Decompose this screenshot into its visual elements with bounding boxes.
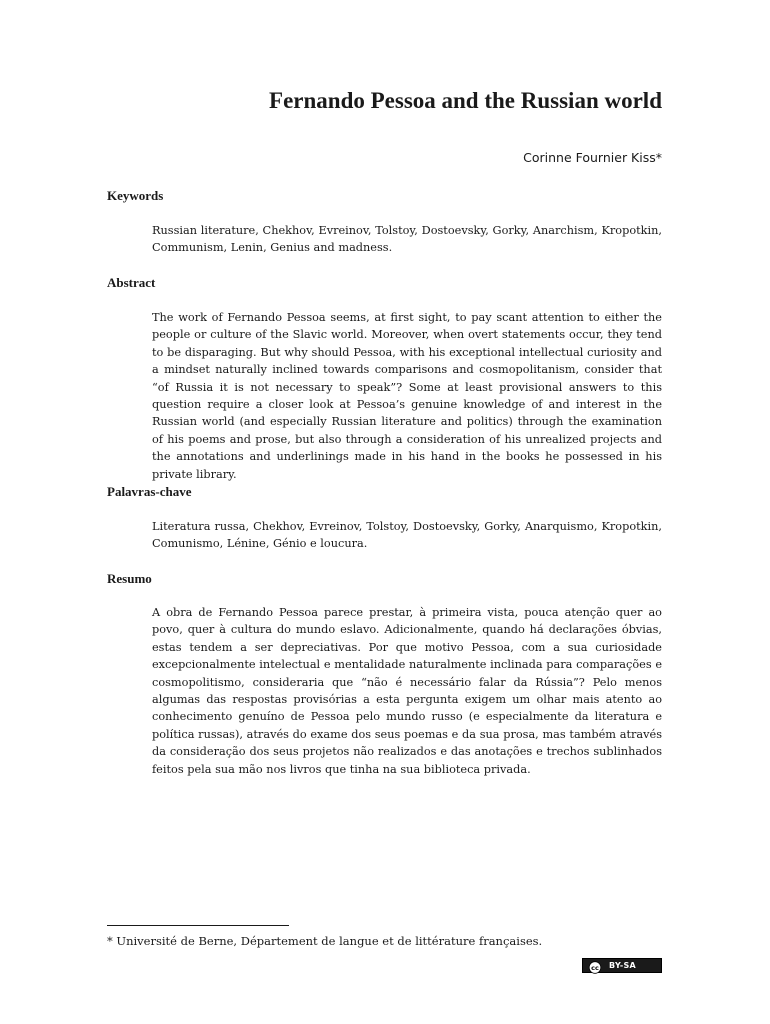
license-label: BY-SA bbox=[609, 961, 637, 970]
keywords-text: Russian literature, Chekhov, Evreinov, Tolstoy, Dostoevsky, Gorky, Anarchism, Kropotkin, Communism, Lenin, Genius and madness. bbox=[152, 224, 662, 255]
palavras-chave-heading: Palavras-chave bbox=[107, 484, 192, 499]
cc-icon bbox=[587, 959, 603, 972]
article-title: Fernando Pessoa and the Russian world bbox=[269, 88, 662, 113]
author-name: Corinne Fournier Kiss* bbox=[523, 150, 662, 165]
keywords-heading: Keywords bbox=[107, 188, 164, 203]
cc-license-badge bbox=[582, 958, 662, 973]
palavras-chave-text: Literatura russa, Chekhov, Evreinov, Tolstoy, Dostoevsky, Gorky, Anarquismo, Kropotkin, Comunismo, Lénine, Génio e loucura. bbox=[152, 520, 662, 551]
resumo-heading: Resumo bbox=[107, 571, 152, 586]
footnote-affiliation: * Université de Berne, Département de langue et de littérature françaises. bbox=[107, 934, 543, 948]
abstract-text: The work of Fernando Pessoa seems, at first sight, to pay scant attention to either the people or culture of the Slavic world. Moreover, when overt statements occur, they tend to be disparaging. But why should Pessoa, with his exceptional intellectual curiosity and a mindset naturally inclined towards comparisons and cosmopolitanism, consider that “of Russia it is not necessary to speak”? Some at least provisional answers to this question require a closer look at Pessoa’s genuine knowledge of and interest in the Russian world (and especially Russian literature and politics) through the examination of his poems and prose, but also through a consideration of his unrealized projects and the annotations and underlinings made in his hand in the books he possessed in his private library. bbox=[152, 311, 662, 481]
resumo-text: A obra de Fernando Pessoa parece prestar, à primeira vista, pouca atenção quer ao povo, quer à cultura do mundo eslavo. Adicionalmente, quando há declarações óbvias, estas tendem a ser depreciativas. Por que motivo Pessoa, com a sua curiosidade excepcionalmente intelectual e mentalidade naturalmente inclinada para comparações e cosmopolitismo, consideraria que “não é necessário falar da Rússia”? Pelo menos algumas das respostas provisórias a esta pergunta exigem um olhar mais atento ao conhecimento genuíno de Pessoa pelo mundo russo (e especialmente da literatura e política russas), através do exame dos seus poemas e da sua prosa, mas também através da consideração dos seus projetos não realizados e das anotações e trechos sublinhados feitos pela sua mão nos livros que tinha na sua biblioteca privada. bbox=[152, 606, 662, 776]
footnote-divider bbox=[107, 925, 289, 926]
svg-text:cc: cc bbox=[591, 964, 599, 972]
abstract-heading: Abstract bbox=[107, 275, 156, 290]
